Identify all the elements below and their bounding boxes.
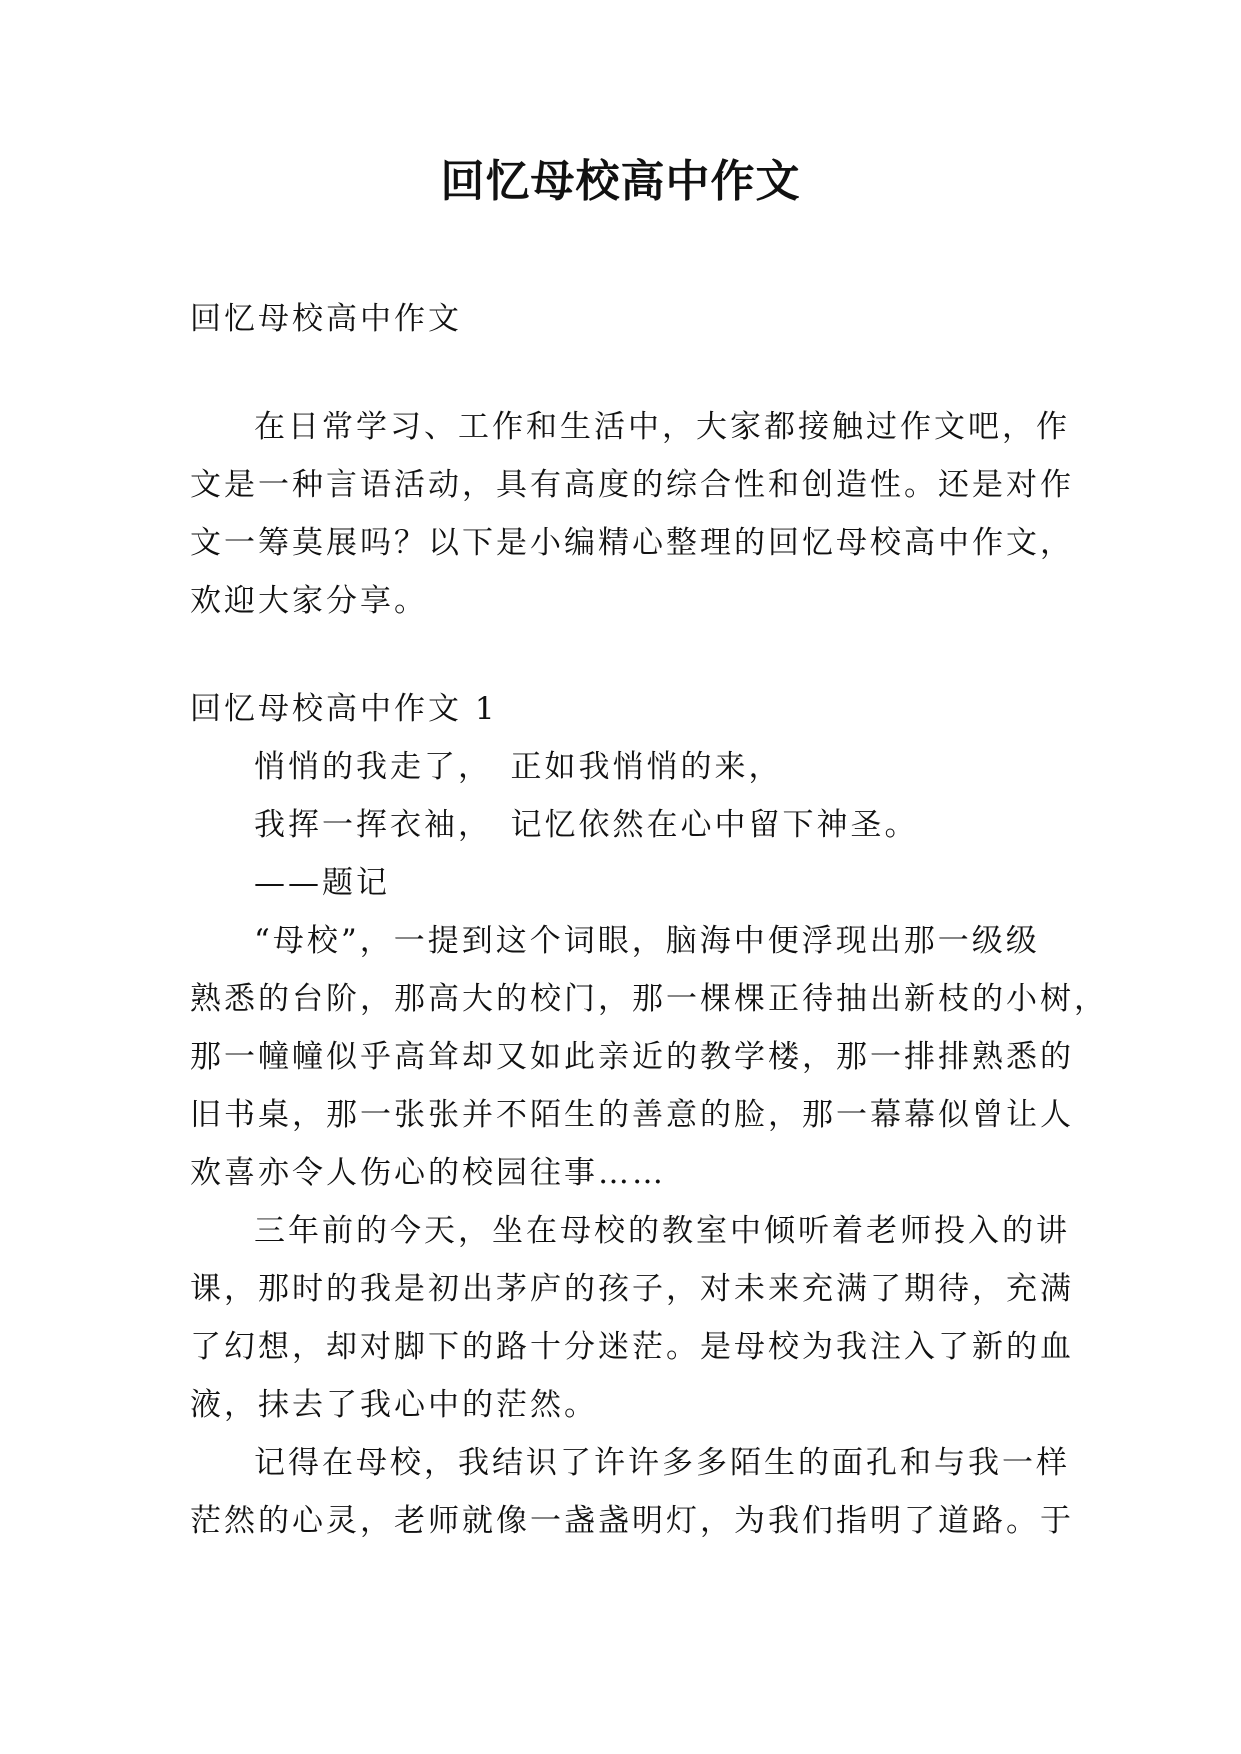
essay-heading: 回忆母校高中作文 1: [190, 691, 498, 727]
paragraph-line: “母校”，一提到这个词眼，脑海中便浮现出那一级级: [254, 923, 1040, 959]
poem-line: 我挥一挥衣袖， 记忆依然在心中留下神圣。: [254, 807, 919, 843]
intro-paragraph: [190, 398, 1074, 630]
paragraph-line: 欢喜亦令人伤心的校园往事……: [190, 1155, 666, 1191]
paragraph-1: [190, 912, 1108, 1202]
paragraph-line: 那一幢幢似乎高耸却又如此亲近的教学楼，那一排排熟悉的: [190, 1039, 1074, 1075]
paragraph-line: 记得在母校，我结识了许许多多陌生的面孔和与我一样: [254, 1445, 1070, 1481]
document-subtitle: 回忆母校高中作文: [190, 301, 462, 337]
intro-line: 在日常学习、工作和生活中，大家都接触过作文吧，作: [254, 409, 1070, 445]
paragraph-line: 课，那时的我是初出茅庐的孩子，对未来充满了期待，充满: [190, 1271, 1074, 1307]
paragraph-2: [190, 1202, 1074, 1434]
poem-line: 悄悄的我走了， 正如我悄悄的来，: [254, 749, 783, 785]
intro-line: 文一筹莫展吗？以下是小编精心整理的回忆母校高中作文，: [190, 525, 1074, 561]
epigraph-attribution: ——题记: [254, 865, 390, 901]
paragraph-line: 液，抹去了我心中的茫然。: [190, 1387, 598, 1423]
paragraph-line: 旧书桌，那一张张并不陌生的善意的脸，那一幕幕似曾让人: [190, 1097, 1074, 1133]
paragraph-line: 熟悉的台阶，那高大的校门，那一棵棵正待抽出新枝的小树，: [190, 981, 1108, 1017]
document-title: 回忆母校高中作文: [440, 156, 801, 207]
intro-line: 欢迎大家分享。: [190, 583, 428, 619]
paragraph-line: 三年前的今天，坐在母校的教室中倾听着老师投入的讲: [254, 1213, 1070, 1249]
poem-epigraph: [190, 738, 1070, 912]
paragraph-line: 茫然的心灵，老师就像一盏盏明灯，为我们指明了道路。于: [190, 1503, 1074, 1539]
intro-line: 文是一种言语活动，具有高度的综合性和创造性。还是对作: [190, 467, 1074, 503]
document-body: [190, 290, 1108, 1550]
paragraph-3: [190, 1434, 1074, 1550]
paragraph-line: 了幻想，却对脚下的路十分迷茫。是母校为我注入了新的血: [190, 1329, 1074, 1365]
